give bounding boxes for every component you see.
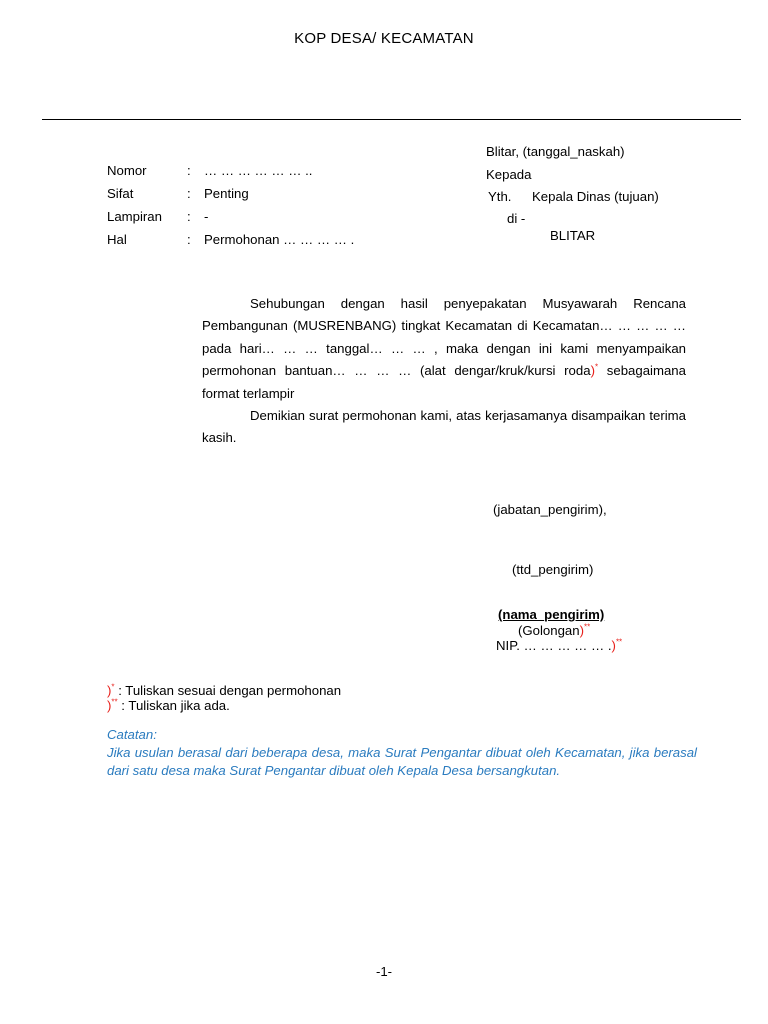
meta-row-sifat bbox=[107, 186, 249, 201]
footnote-1 bbox=[107, 683, 341, 699]
di-label: di - bbox=[507, 211, 526, 226]
body-text: Sehubungan dengan hasil penyepakatan Musyawarah Rencana Pembangunan (MUSRENBANG) tingkat Kecamatan di Kecamatan… … … … … pada hari… … … tanggal… … … , maka dengan ini kami menyampaikan permohonan bantuan… … … … (alat dengar/kruk/kursi roda bbox=[202, 296, 686, 379]
body-paragraph-1 bbox=[202, 293, 686, 405]
header-divider bbox=[42, 119, 741, 120]
body-text-tail: sebagaimana format terlampir bbox=[202, 363, 686, 401]
meta-label: Nomor bbox=[107, 163, 147, 178]
meta-value: - bbox=[204, 209, 209, 224]
letter-body bbox=[202, 293, 686, 450]
sender-golongan bbox=[518, 623, 590, 639]
footnote-marker: ) bbox=[590, 363, 595, 379]
footnote-marker-sup: * bbox=[594, 362, 599, 372]
sender-name: (nama_pengirim) bbox=[498, 607, 605, 622]
meta-value: … … … … … … .. bbox=[204, 163, 313, 178]
meta-colon: : bbox=[187, 232, 191, 247]
meta-row-hal bbox=[107, 232, 354, 247]
footnote-marker: ) bbox=[107, 683, 112, 698]
meta-row-lampiran bbox=[107, 209, 208, 224]
body-paragraph-2: Demikian surat permohonan kami, atas kerjasamanya disampaikan terima kasih. bbox=[202, 408, 686, 446]
golongan-text: (Golongan bbox=[518, 623, 580, 638]
meta-value: Permohonan … … … … . bbox=[204, 232, 355, 247]
city: BLITAR bbox=[550, 228, 596, 243]
meta-colon: : bbox=[187, 209, 191, 224]
meta-label: Sifat bbox=[107, 186, 134, 201]
sender-nip bbox=[496, 638, 622, 654]
footnote-marker: ) bbox=[579, 623, 584, 638]
kepada-label: Kepada bbox=[486, 167, 532, 182]
footnote-marker: ) bbox=[107, 698, 112, 713]
page-number: -1- bbox=[375, 964, 393, 979]
footnote-marker-sup: ** bbox=[584, 622, 591, 632]
meta-row-nomor bbox=[107, 163, 312, 178]
sender-position: (jabatan_pengirim), bbox=[493, 502, 607, 517]
footnote-marker: ) bbox=[611, 638, 616, 653]
sender-signature: (ttd_pengirim) bbox=[512, 562, 594, 577]
meta-label: Lampiran bbox=[107, 209, 162, 224]
letterhead-title: KOP DESA/ KECAMATAN bbox=[294, 30, 474, 47]
footnote-text: : Tuliskan sesuai dengan permohonan bbox=[114, 683, 342, 698]
catatan-text: Jika usulan berasal dari beberapa desa, maka Surat Pengantar dibuat oleh Kecamatan, jika berasal dari satu desa maka Surat Pengantar dibuat oleh Kepala Desa bersangkutan. bbox=[107, 745, 697, 778]
footnote-marker-sup: ** bbox=[615, 637, 623, 647]
meta-colon: : bbox=[187, 163, 191, 178]
addressee: Kepala Dinas (tujuan) bbox=[532, 189, 659, 204]
footnote-text: : Tuliskan jika ada. bbox=[117, 698, 230, 713]
nip-text: NIP. … … … … … . bbox=[496, 638, 612, 653]
footnote-marker-sup: ** bbox=[111, 697, 118, 707]
meta-colon: : bbox=[187, 186, 191, 201]
place-date: Blitar, (tanggal_naskah) bbox=[486, 144, 625, 159]
footnote-2 bbox=[107, 698, 230, 714]
meta-label: Hal bbox=[107, 232, 127, 247]
footnote-marker-sup: * bbox=[111, 682, 115, 692]
yth-label: Yth. bbox=[488, 189, 512, 204]
meta-value: Penting bbox=[204, 186, 249, 201]
catatan-label: Catatan: bbox=[107, 727, 157, 742]
